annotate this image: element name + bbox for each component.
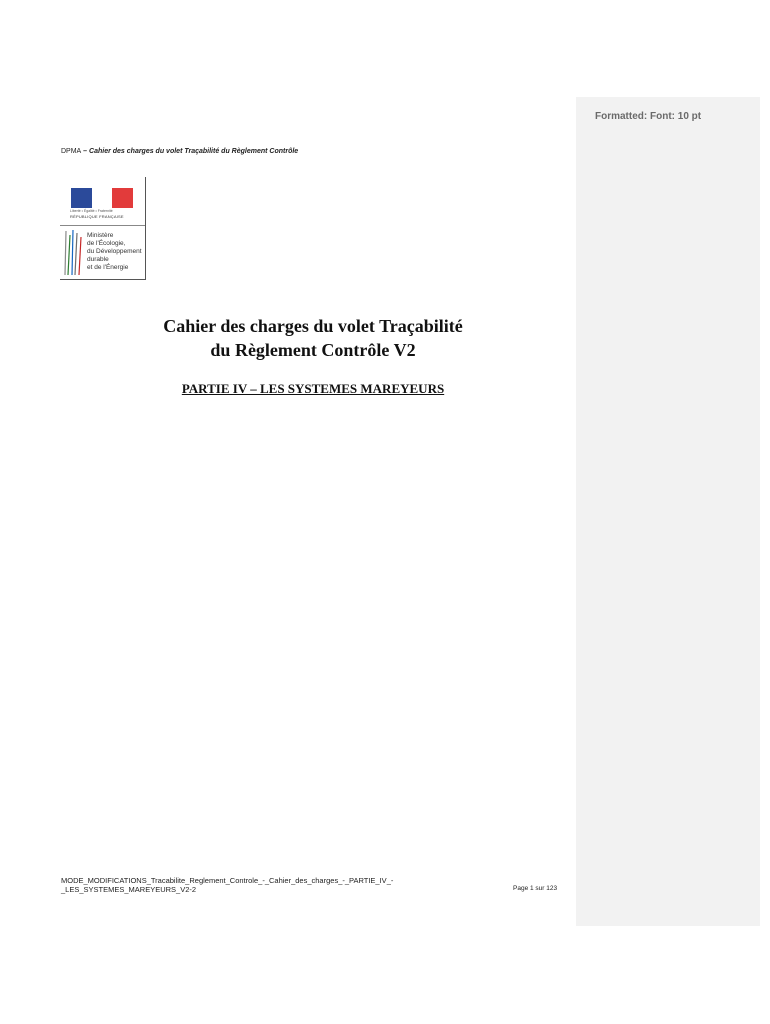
footer-page-number: Page 1 sur 123	[513, 885, 558, 892]
ministry-line: durable	[87, 256, 109, 263]
header-title: Cahier des charges du volet Traçabilité du Règlement Contrôle	[89, 148, 299, 155]
logo-ministry	[87, 232, 142, 272]
header-separator: –	[81, 148, 90, 155]
ministry-line: de l'Écologie,	[87, 240, 126, 247]
french-flag-icon	[71, 188, 133, 208]
comment-pane	[576, 97, 760, 926]
document-title	[60, 314, 566, 362]
footer-filename	[61, 876, 393, 894]
part-title: PARTIE IV – LES SYSTEMES MAREYEURS	[181, 381, 445, 396]
comment-pane-title: Formatted: Font: 10 pt	[595, 111, 702, 122]
ministry-line: du Développement	[87, 248, 142, 255]
footer-filename-line-2: _LES_SYSTEMES_MAREYEURS_V2-2	[61, 885, 197, 894]
ministry-logo	[60, 177, 146, 280]
page-header	[61, 148, 298, 155]
header-org: DPMA	[61, 148, 82, 155]
logo-republic: RÉPUBLIQUE FRANÇAISE	[70, 214, 124, 219]
title-line-1: Cahier des charges du volet Traçabilité	[163, 316, 463, 336]
ministry-line: et de l'Énergie	[87, 264, 129, 271]
title-line-2: du Règlement Contrôle V2	[210, 340, 416, 360]
ministry-line: Ministère	[87, 232, 114, 239]
logo-motto: Liberté • Égalité • Fraternité	[70, 209, 113, 213]
footer-filename-line-1: MODE_MODIFICATIONS_Tracabilite_Reglement_Controle_-_Cahier_des_charges_-_PARTIE_IV_-	[61, 876, 394, 885]
logo-stripes-icon	[62, 229, 84, 277]
